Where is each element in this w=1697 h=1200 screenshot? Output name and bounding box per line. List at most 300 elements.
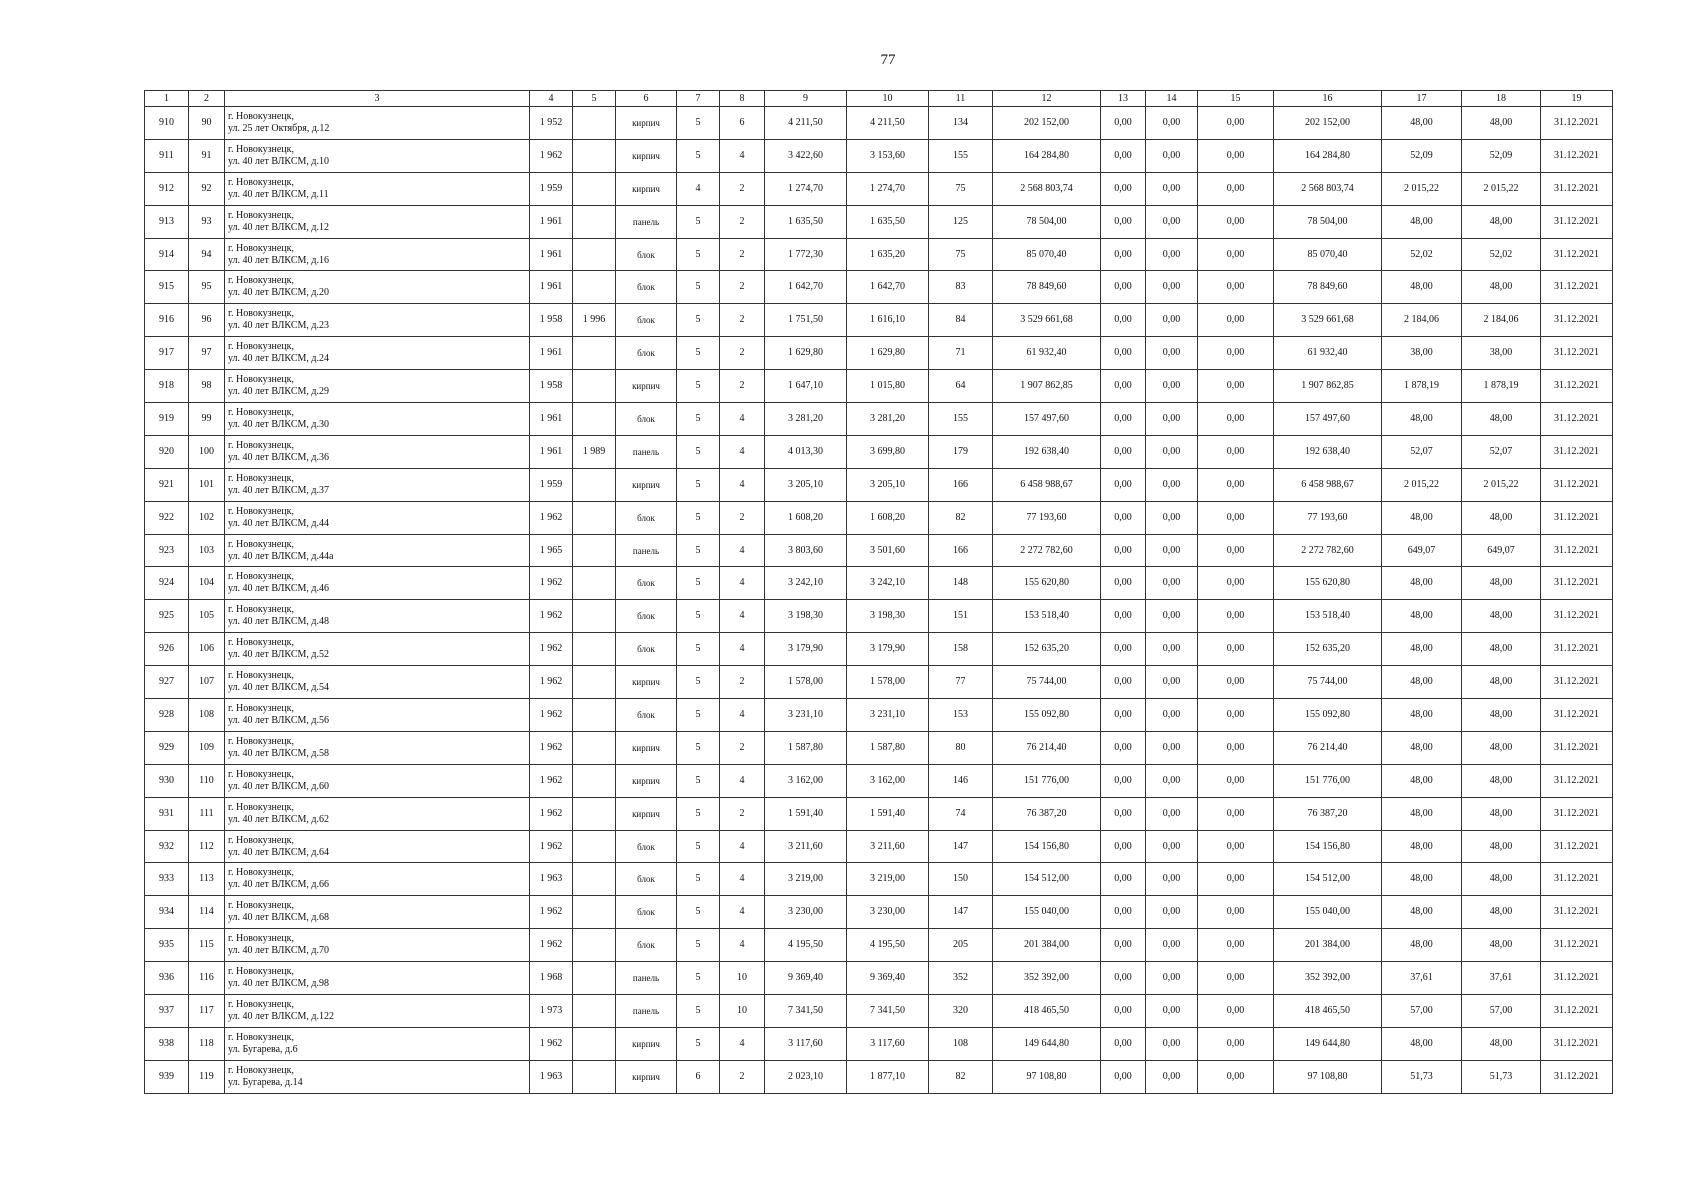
living-area: 1 591,40	[847, 797, 929, 830]
address-cell	[225, 271, 530, 304]
build-year: 1 962	[530, 139, 573, 172]
address-city: г. Новокузнецк,	[228, 834, 295, 846]
total-area: 1 647,10	[765, 370, 847, 403]
entrances: 2	[720, 172, 765, 205]
total-cost: 2 272 782,60	[993, 534, 1101, 567]
residents: 77	[929, 666, 993, 699]
completion-date: 31.12.2021	[1541, 403, 1613, 436]
cost-per-m2-17: 48,00	[1382, 863, 1462, 896]
total-cost: 192 638,40	[993, 435, 1101, 468]
wall-material: кирпич	[616, 468, 677, 501]
table-row	[145, 139, 1613, 172]
total-cost: 155 620,80	[993, 567, 1101, 600]
entrances: 2	[720, 304, 765, 337]
entrances: 4	[720, 567, 765, 600]
cost-per-m2-17: 48,00	[1382, 633, 1462, 666]
item-number: 96	[189, 304, 225, 337]
cost-15: 0,00	[1198, 238, 1274, 271]
address-city: г. Новокузнецк,	[228, 406, 295, 418]
cost-per-m2-18: 2 015,22	[1462, 468, 1541, 501]
floors: 5	[677, 534, 720, 567]
row-number: 925	[145, 600, 189, 633]
cost-per-m2-17: 2 015,22	[1382, 468, 1462, 501]
table-row	[145, 435, 1613, 468]
item-number: 99	[189, 403, 225, 436]
address-city: г. Новокузнецк,	[228, 505, 295, 517]
table-row	[145, 534, 1613, 567]
completion-date: 31.12.2021	[1541, 633, 1613, 666]
total-cost: 1 907 862,85	[993, 370, 1101, 403]
address-city: г. Новокузнецк,	[228, 143, 295, 155]
build-year: 1 961	[530, 271, 573, 304]
entrances: 10	[720, 995, 765, 1028]
residents: 147	[929, 896, 993, 929]
total-cost: 201 384,00	[993, 929, 1101, 962]
residents: 151	[929, 600, 993, 633]
living-area: 3 211,60	[847, 830, 929, 863]
cost-15: 0,00	[1198, 929, 1274, 962]
row-number: 934	[145, 896, 189, 929]
build-year: 1 958	[530, 370, 573, 403]
cost-14: 0,00	[1146, 139, 1198, 172]
cost-13: 0,00	[1101, 534, 1146, 567]
cost-16: 201 384,00	[1274, 929, 1382, 962]
address-city: г. Новокузнецк,	[228, 604, 295, 616]
cost-14: 0,00	[1146, 337, 1198, 370]
table-row	[145, 633, 1613, 666]
build-year: 1 965	[530, 534, 573, 567]
item-number: 98	[189, 370, 225, 403]
total-cost: 76 214,40	[993, 731, 1101, 764]
entrances: 4	[720, 830, 765, 863]
renovation-year	[573, 534, 616, 567]
cost-per-m2-17: 38,00	[1382, 337, 1462, 370]
completion-date: 31.12.2021	[1541, 567, 1613, 600]
completion-date: 31.12.2021	[1541, 896, 1613, 929]
living-area: 1 635,50	[847, 205, 929, 238]
wall-material: панель	[616, 205, 677, 238]
table-row	[145, 205, 1613, 238]
living-area: 1 608,20	[847, 501, 929, 534]
address-city: г. Новокузнецк,	[228, 1064, 295, 1076]
renovation-year	[573, 139, 616, 172]
table-row	[145, 863, 1613, 896]
table-row	[145, 271, 1613, 304]
living-area: 3 231,10	[847, 699, 929, 732]
cost-per-m2-18: 2 184,06	[1462, 304, 1541, 337]
table-row	[145, 896, 1613, 929]
completion-date: 31.12.2021	[1541, 1060, 1613, 1093]
cost-16: 1 907 862,85	[1274, 370, 1382, 403]
address-cell	[225, 699, 530, 732]
column-header: 6	[616, 91, 677, 107]
cost-per-m2-17: 48,00	[1382, 107, 1462, 140]
floors: 5	[677, 896, 720, 929]
address-city: г. Новокузнецк,	[228, 308, 295, 320]
cost-15: 0,00	[1198, 107, 1274, 140]
cost-16: 2 272 782,60	[1274, 534, 1382, 567]
wall-material: блок	[616, 501, 677, 534]
cost-15: 0,00	[1198, 962, 1274, 995]
address-city: г. Новокузнецк,	[228, 801, 295, 813]
total-cost: 78 504,00	[993, 205, 1101, 238]
total-area: 1 751,50	[765, 304, 847, 337]
floors: 5	[677, 699, 720, 732]
entrances: 2	[720, 1060, 765, 1093]
wall-material: кирпич	[616, 1060, 677, 1093]
address-city: г. Новокузнецк,	[228, 998, 295, 1010]
row-number: 917	[145, 337, 189, 370]
cost-per-m2-17: 48,00	[1382, 666, 1462, 699]
living-area: 1 642,70	[847, 271, 929, 304]
living-area: 3 242,10	[847, 567, 929, 600]
total-area: 3 205,10	[765, 468, 847, 501]
total-cost: 85 070,40	[993, 238, 1101, 271]
cost-per-m2-18: 48,00	[1462, 600, 1541, 633]
item-number: 104	[189, 567, 225, 600]
cost-16: 76 214,40	[1274, 731, 1382, 764]
total-cost: 418 465,50	[993, 995, 1101, 1028]
cost-15: 0,00	[1198, 304, 1274, 337]
item-number: 107	[189, 666, 225, 699]
residents: 166	[929, 468, 993, 501]
residents: 155	[929, 139, 993, 172]
table-row	[145, 929, 1613, 962]
address-cell	[225, 337, 530, 370]
cost-16: 155 040,00	[1274, 896, 1382, 929]
row-number: 928	[145, 699, 189, 732]
address-cell	[225, 534, 530, 567]
cost-per-m2-17: 48,00	[1382, 501, 1462, 534]
address-cell	[225, 370, 530, 403]
address-city: г. Новокузнецк,	[228, 933, 295, 945]
living-area: 3 153,60	[847, 139, 929, 172]
wall-material: блок	[616, 699, 677, 732]
build-year: 1 961	[530, 435, 573, 468]
cost-14: 0,00	[1146, 403, 1198, 436]
cost-14: 0,00	[1146, 797, 1198, 830]
entrances: 2	[720, 666, 765, 699]
table-row	[145, 600, 1613, 633]
completion-date: 31.12.2021	[1541, 370, 1613, 403]
renovation-year	[573, 797, 616, 830]
item-number: 103	[189, 534, 225, 567]
cost-14: 0,00	[1146, 600, 1198, 633]
entrances: 2	[720, 797, 765, 830]
column-header: 5	[573, 91, 616, 107]
address-cell	[225, 863, 530, 896]
row-number: 910	[145, 107, 189, 140]
cost-14: 0,00	[1146, 633, 1198, 666]
row-number: 924	[145, 567, 189, 600]
item-number: 110	[189, 764, 225, 797]
build-year: 1 959	[530, 468, 573, 501]
column-header: 1	[145, 91, 189, 107]
address-street: ул. 40 лет ВЛКСМ, д.64	[228, 846, 329, 858]
address-cell	[225, 995, 530, 1028]
cost-14: 0,00	[1146, 271, 1198, 304]
cost-16: 6 458 988,67	[1274, 468, 1382, 501]
cost-14: 0,00	[1146, 370, 1198, 403]
address-street: ул. 40 лет ВЛКСМ, д.54	[228, 682, 329, 694]
completion-date: 31.12.2021	[1541, 699, 1613, 732]
completion-date: 31.12.2021	[1541, 600, 1613, 633]
wall-material: кирпич	[616, 107, 677, 140]
total-cost: 157 497,60	[993, 403, 1101, 436]
address-city: г. Новокузнецк,	[228, 341, 295, 353]
item-number: 113	[189, 863, 225, 896]
build-year: 1 973	[530, 995, 573, 1028]
table-header-row	[145, 91, 1613, 107]
address-street: ул. 40 лет ВЛКСМ, д.122	[228, 1010, 334, 1022]
living-area: 3 179,90	[847, 633, 929, 666]
living-area: 1 635,20	[847, 238, 929, 271]
residents: 150	[929, 863, 993, 896]
residents: 75	[929, 238, 993, 271]
address-street: ул. 40 лет ВЛКСМ, д.16	[228, 254, 329, 266]
cost-13: 0,00	[1101, 567, 1146, 600]
wall-material: блок	[616, 830, 677, 863]
cost-13: 0,00	[1101, 863, 1146, 896]
cost-13: 0,00	[1101, 995, 1146, 1028]
renovation-year	[573, 863, 616, 896]
entrances: 4	[720, 929, 765, 962]
total-area: 3 117,60	[765, 1027, 847, 1060]
cost-15: 0,00	[1198, 699, 1274, 732]
entrances: 4	[720, 403, 765, 436]
completion-date: 31.12.2021	[1541, 501, 1613, 534]
cost-13: 0,00	[1101, 666, 1146, 699]
cost-13: 0,00	[1101, 731, 1146, 764]
completion-date: 31.12.2021	[1541, 107, 1613, 140]
residents: 153	[929, 699, 993, 732]
living-area: 1 629,80	[847, 337, 929, 370]
entrances: 4	[720, 600, 765, 633]
item-number: 114	[189, 896, 225, 929]
floors: 5	[677, 666, 720, 699]
floors: 5	[677, 600, 720, 633]
total-area: 1 274,70	[765, 172, 847, 205]
cost-per-m2-18: 48,00	[1462, 633, 1541, 666]
total-area: 4 195,50	[765, 929, 847, 962]
address-cell	[225, 139, 530, 172]
wall-material: панель	[616, 435, 677, 468]
cost-per-m2-17: 1 878,19	[1382, 370, 1462, 403]
floors: 5	[677, 764, 720, 797]
completion-date: 31.12.2021	[1541, 139, 1613, 172]
cost-per-m2-17: 57,00	[1382, 995, 1462, 1028]
wall-material: блок	[616, 304, 677, 337]
floors: 5	[677, 863, 720, 896]
wall-material: блок	[616, 403, 677, 436]
completion-date: 31.12.2021	[1541, 731, 1613, 764]
cost-13: 0,00	[1101, 699, 1146, 732]
address-street: ул. 40 лет ВЛКСМ, д.44а	[228, 550, 334, 562]
column-header: 7	[677, 91, 720, 107]
living-area: 4 211,50	[847, 107, 929, 140]
cost-per-m2-17: 48,00	[1382, 600, 1462, 633]
table-row	[145, 337, 1613, 370]
row-number: 919	[145, 403, 189, 436]
address-city: г. Новокузнецк,	[228, 900, 295, 912]
cost-per-m2-18: 48,00	[1462, 830, 1541, 863]
cost-per-m2-17: 48,00	[1382, 929, 1462, 962]
cost-16: 155 620,80	[1274, 567, 1382, 600]
cost-13: 0,00	[1101, 962, 1146, 995]
total-cost: 3 529 661,68	[993, 304, 1101, 337]
column-header: 13	[1101, 91, 1146, 107]
cost-15: 0,00	[1198, 468, 1274, 501]
cost-13: 0,00	[1101, 271, 1146, 304]
address-street: ул. 40 лет ВЛКСМ, д.60	[228, 780, 329, 792]
completion-date: 31.12.2021	[1541, 468, 1613, 501]
row-number: 920	[145, 435, 189, 468]
column-header: 11	[929, 91, 993, 107]
address-cell	[225, 764, 530, 797]
address-street: ул. 40 лет ВЛКСМ, д.52	[228, 649, 329, 661]
address-city: г. Новокузнецк,	[228, 702, 295, 714]
completion-date: 31.12.2021	[1541, 797, 1613, 830]
cost-per-m2-18: 48,00	[1462, 403, 1541, 436]
cost-16: 75 744,00	[1274, 666, 1382, 699]
entrances: 2	[720, 501, 765, 534]
table-row	[145, 172, 1613, 205]
renovation-year	[573, 107, 616, 140]
floors: 5	[677, 238, 720, 271]
row-number: 911	[145, 139, 189, 172]
entrances: 4	[720, 699, 765, 732]
entrances: 2	[720, 731, 765, 764]
cost-per-m2-18: 1 878,19	[1462, 370, 1541, 403]
living-area: 3 117,60	[847, 1027, 929, 1060]
renovation-year	[573, 929, 616, 962]
wall-material: блок	[616, 238, 677, 271]
residents: 82	[929, 1060, 993, 1093]
floors: 5	[677, 337, 720, 370]
cost-per-m2-18: 48,00	[1462, 567, 1541, 600]
build-year: 1 961	[530, 403, 573, 436]
entrances: 4	[720, 896, 765, 929]
address-city: г. Новокузнецк,	[228, 242, 295, 254]
item-number: 92	[189, 172, 225, 205]
build-year: 1 952	[530, 107, 573, 140]
wall-material: кирпич	[616, 139, 677, 172]
column-header: 19	[1541, 91, 1613, 107]
row-number: 938	[145, 1027, 189, 1060]
item-number: 116	[189, 962, 225, 995]
address-city: г. Новокузнецк,	[228, 966, 295, 978]
address-street: ул. 40 лет ВЛКСМ, д.10	[228, 155, 329, 167]
cost-15: 0,00	[1198, 995, 1274, 1028]
total-area: 3 242,10	[765, 567, 847, 600]
cost-per-m2-17: 52,09	[1382, 139, 1462, 172]
renovation-year	[573, 764, 616, 797]
address-city: г. Новокузнецк,	[228, 768, 295, 780]
total-area: 3 803,60	[765, 534, 847, 567]
wall-material: кирпич	[616, 172, 677, 205]
address-city: г. Новокузнецк,	[228, 538, 295, 550]
cost-16: 155 092,80	[1274, 699, 1382, 732]
total-area: 2 023,10	[765, 1060, 847, 1093]
cost-per-m2-18: 48,00	[1462, 205, 1541, 238]
table-row	[145, 107, 1613, 140]
total-area: 3 422,60	[765, 139, 847, 172]
cost-14: 0,00	[1146, 764, 1198, 797]
address-cell	[225, 435, 530, 468]
cost-15: 0,00	[1198, 567, 1274, 600]
table-row	[145, 699, 1613, 732]
residents: 147	[929, 830, 993, 863]
cost-15: 0,00	[1198, 337, 1274, 370]
column-header: 9	[765, 91, 847, 107]
living-area: 3 281,20	[847, 403, 929, 436]
residents: 158	[929, 633, 993, 666]
floors: 5	[677, 468, 720, 501]
build-year: 1 962	[530, 567, 573, 600]
cost-per-m2-18: 48,00	[1462, 929, 1541, 962]
cost-per-m2-17: 2 015,22	[1382, 172, 1462, 205]
wall-material: блок	[616, 633, 677, 666]
address-street: ул. 40 лет ВЛКСМ, д.68	[228, 912, 329, 924]
table-row	[145, 962, 1613, 995]
renovation-year	[573, 205, 616, 238]
cost-13: 0,00	[1101, 238, 1146, 271]
row-number: 937	[145, 995, 189, 1028]
column-header: 18	[1462, 91, 1541, 107]
cost-per-m2-17: 48,00	[1382, 699, 1462, 732]
cost-per-m2-17: 52,07	[1382, 435, 1462, 468]
address-street: ул. 40 лет ВЛКСМ, д.30	[228, 418, 329, 430]
wall-material: кирпич	[616, 370, 677, 403]
cost-14: 0,00	[1146, 863, 1198, 896]
cost-13: 0,00	[1101, 139, 1146, 172]
completion-date: 31.12.2021	[1541, 534, 1613, 567]
total-area: 3 211,60	[765, 830, 847, 863]
floors: 4	[677, 172, 720, 205]
column-header: 15	[1198, 91, 1274, 107]
total-cost: 78 849,60	[993, 271, 1101, 304]
cost-15: 0,00	[1198, 501, 1274, 534]
renovation-year	[573, 731, 616, 764]
address-city: г. Новокузнецк,	[228, 867, 295, 879]
total-cost: 2 568 803,74	[993, 172, 1101, 205]
table-row	[145, 1060, 1613, 1093]
residents: 125	[929, 205, 993, 238]
wall-material: панель	[616, 534, 677, 567]
address-cell	[225, 172, 530, 205]
cost-per-m2-17: 48,00	[1382, 731, 1462, 764]
cost-13: 0,00	[1101, 1060, 1146, 1093]
item-number: 97	[189, 337, 225, 370]
address-city: г. Новокузнецк,	[228, 374, 295, 386]
address-street: ул. Бугарева, д.6	[228, 1043, 298, 1055]
address-city: г. Новокузнецк,	[228, 275, 295, 287]
residents: 108	[929, 1027, 993, 1060]
address-street: ул. 40 лет ВЛКСМ, д.44	[228, 517, 329, 529]
floors: 5	[677, 797, 720, 830]
living-area: 3 162,00	[847, 764, 929, 797]
total-area: 3 230,00	[765, 896, 847, 929]
entrances: 4	[720, 534, 765, 567]
cost-16: 154 512,00	[1274, 863, 1382, 896]
residents: 74	[929, 797, 993, 830]
floors: 5	[677, 403, 720, 436]
address-city: г. Новокузнецк,	[228, 735, 295, 747]
total-cost: 76 387,20	[993, 797, 1101, 830]
column-header: 16	[1274, 91, 1382, 107]
item-number: 94	[189, 238, 225, 271]
cost-per-m2-17: 48,00	[1382, 403, 1462, 436]
